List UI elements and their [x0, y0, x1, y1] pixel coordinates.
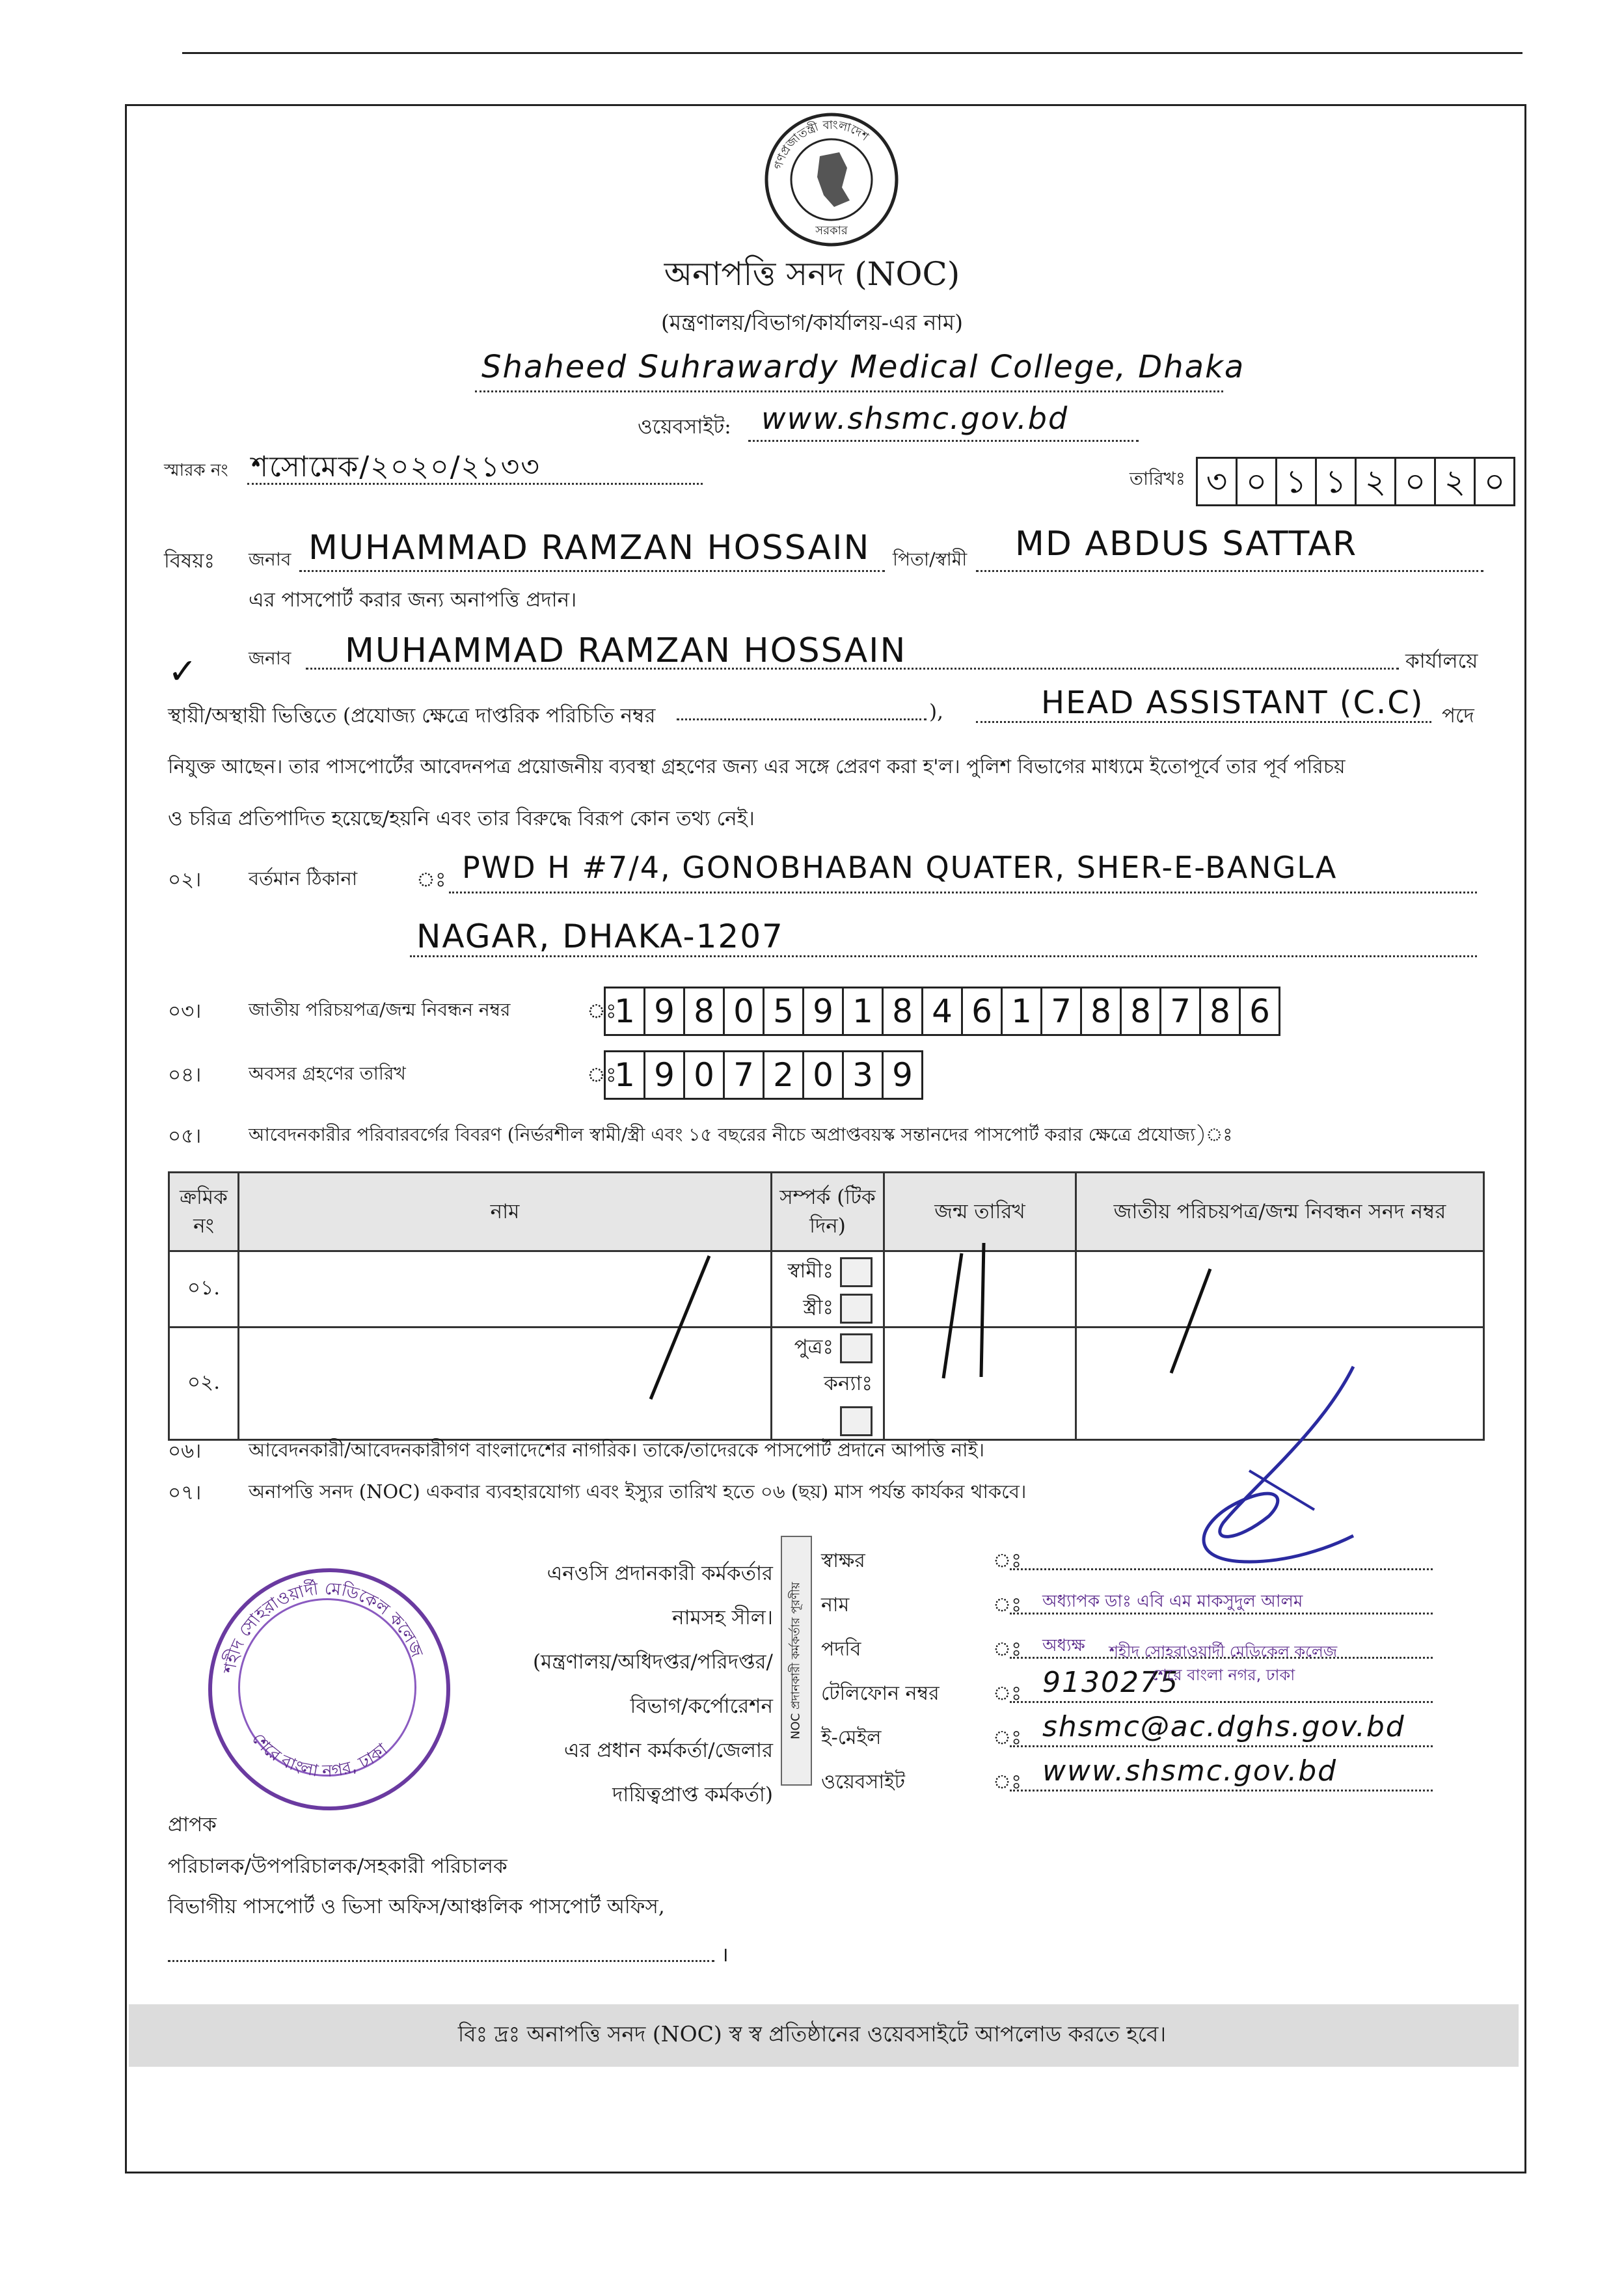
body-mr-label: জনাব: [249, 647, 291, 669]
body-line2a: স্থায়ী/অস্থায়ী ভিত্তিতে (প্রযোজ্য ক্ষেত্রে দাপ্তরিক পরিচিতি নম্বর: [168, 704, 656, 728]
retire-digit: 7: [725, 1052, 765, 1098]
row-serial: ০১.: [169, 1251, 239, 1328]
note06-text: আবেদনকারী/আবেদনকারীগণ বাংলাদেশের নাগরিক। তাকে/তাদেরকে পাসপোর্ট প্রদানে আপত্তি নাই।: [249, 1439, 985, 1461]
org-name: Shaheed Suhrawardy Medical College, Dhaka: [481, 349, 1245, 385]
item02-colon: ঃ: [416, 868, 446, 892]
date-digit: ০: [1396, 459, 1436, 504]
designation: HEAD ASSISTANT (C.C): [1041, 685, 1424, 721]
signatory-field-label: নাম: [821, 1594, 850, 1616]
header-name: নাম: [239, 1173, 772, 1251]
recipient-line2: বিভাগীয় পাসপোর্ট ও ভিসা অফিস/আঞ্চলিক পাসপোর্ট অফিস,: [168, 1895, 665, 1918]
signature: [1158, 1354, 1379, 1575]
signatory-field-label: স্বাক্ষর: [821, 1549, 865, 1572]
relation-label: পুত্রঃ: [794, 1335, 833, 1359]
item03-colon: ঃ: [587, 1000, 617, 1023]
row-serial: ০২.: [169, 1328, 239, 1440]
svg-text:গণপ্রজাতন্ত্রী বাংলাদেশ: গণপ্রজাতন্ত্রী বাংলাদেশ: [771, 118, 871, 171]
signatory-field-colon: ঃ: [993, 1726, 1022, 1749]
header-relation: সম্পর্ক (টিক দিন): [772, 1173, 884, 1251]
item04-colon: ঃ: [587, 1063, 617, 1087]
nid-digit: 8: [685, 988, 725, 1034]
website-label: ওয়েবসাইট:: [638, 415, 731, 439]
date-digit: ২: [1436, 459, 1476, 504]
body-line2b: ),: [929, 700, 943, 724]
ministry-label: (মন্ত্রণালয়/বিভাগ/কার্যালয়-এর নাম): [660, 310, 964, 335]
retire-digit: 9: [892, 1056, 913, 1094]
signatory-field-colon: ঃ: [993, 1549, 1022, 1572]
relation-label: স্বামীঃ: [787, 1259, 833, 1283]
signatory-left: [455, 1551, 773, 1817]
note06-num: ০৬।: [168, 1439, 202, 1463]
address-line1: PWD H #7/4, GONOBHABAN QUATER, SHER-E-BANGLA: [462, 850, 1338, 885]
nid-digit: 5: [765, 988, 804, 1034]
signatory-left-line: দায়িত্বপ্রাপ্ত কর্মকর্তা): [612, 1783, 773, 1806]
relation-label: স্ত্রীঃ: [803, 1296, 833, 1319]
nid-digit: 8: [1201, 988, 1241, 1034]
date-digit: ১: [1277, 459, 1317, 504]
nid-digit: 1: [1003, 988, 1042, 1034]
recipient-line3-end: ।: [721, 1943, 729, 1967]
signatory-field-label: ওয়েবসাইট: [821, 1771, 905, 1793]
date-label: তারিখঃ: [1130, 468, 1185, 489]
signatory-left-line: এর প্রধান কর্মকর্তা/জেলার: [563, 1739, 773, 1762]
nid-digit: 0: [725, 988, 765, 1034]
signatory-field-value: 9130275: [1042, 1666, 1179, 1699]
signatory-field-value: অধ্যাপক ডাঃ এবি এম মাকসুদুল আলম: [1042, 1592, 1303, 1611]
nid-digit: 7: [1161, 988, 1201, 1034]
signatory-field-colon: ঃ: [993, 1682, 1022, 1705]
note07-num: ০৭।: [168, 1481, 202, 1505]
retire-digit: 2: [765, 1052, 804, 1098]
signatory-field-colon: ঃ: [993, 1638, 1022, 1661]
memo-label: স্মারক নং: [164, 461, 228, 480]
item03-num: ০৩।: [168, 1000, 202, 1023]
office-label: কার্যালয়ে: [1405, 649, 1478, 673]
date-digit: ৩: [1198, 459, 1238, 504]
item04-num: ০৪।: [168, 1063, 202, 1087]
retire-digit: 9: [645, 1052, 685, 1098]
item03-label: জাতীয় পরিচয়পত্র/জন্ম নিবন্ধন নম্বর: [249, 999, 511, 1020]
relation-label: কন্যাঃ: [824, 1372, 873, 1395]
nid-digit: 6: [1249, 992, 1270, 1030]
retire-digit: 1: [606, 1052, 645, 1098]
signatory-field-colon: ঃ: [993, 1594, 1022, 1616]
father-name: MD ABDUS SATTAR: [1015, 524, 1358, 564]
nid-digit: 9: [804, 988, 844, 1034]
recipient-line1: পরিচালক/উপপরিচালক/সহকারী পরিচালক: [168, 1855, 508, 1878]
signatory-left-line: (মন্ত্রণালয়/অধিদপ্তর/পরিদপ্তর/: [533, 1650, 773, 1674]
signatory-field-colon: ঃ: [993, 1771, 1022, 1793]
nid-digit: 1: [606, 988, 645, 1034]
note07-text: অনাপত্তি সনদ (NOC) একবার ব্যবহারযোগ্য এবং ইস্যুর তারিখ হতে ০৬ (ছয়) মাস পর্যন্ত কার্যকর থাকবে।: [249, 1480, 1027, 1503]
signatory-left-line: বিভাগ/কর্পোরেশন: [630, 1695, 773, 1718]
footer-note: বিঃ দ্রঃ অনাপত্তি সনদ (NOC) স্ব স্ব প্রতিষ্ঠানের ওয়েবসাইটে আপলোড করতে হবে।: [457, 2021, 1167, 2047]
subject-label: বিষয়ঃ: [164, 549, 215, 573]
item02-num: ০২।: [168, 868, 202, 892]
signatory-left-line: নামসহ সীল।: [672, 1606, 773, 1629]
nid-digit: 4: [923, 988, 963, 1034]
body-line4: ও চরিত্র প্রতিপাদিত হয়েছে/হয়নি এবং তার বিরুদ্ধে বিরূপ কোন তথ্য নেই।: [168, 807, 755, 830]
signatory-field-value: www.shsmc.gov.bd: [1042, 1754, 1338, 1788]
check-mark: ✓: [168, 651, 199, 692]
nid-digit: 7: [1042, 988, 1082, 1034]
header-dob: জন্ম তারিখ: [884, 1173, 1076, 1251]
svg-text:শহীদ সোহরাওয়ার্দী মেডিকেল কলে: শহীদ সোহরাওয়ার্দী মেডিকেল কলেজ: [220, 1579, 427, 1675]
header-serial: ক্রমিক নং: [169, 1173, 239, 1251]
signatory-field-label: ই-মেইল: [821, 1726, 882, 1749]
signatory-field-value: অধ্যক্ষ: [1042, 1636, 1085, 1655]
body-line2c: পদে: [1442, 704, 1474, 728]
body-line3: নিযুক্ত আছেন। তার পাসপোর্টের আবেদনপত্র প্রয়োজনীয় ব্যবস্থা গ্রহণের জন্য এর সঙ্গে প্রেরণ করা হ'ল। পুলিশ বিভাগের মাধ্যমে ইতোপূর্বে তার পূর্ব পরিচয়: [168, 756, 1346, 778]
nid-digit: 1: [844, 988, 884, 1034]
nid-digit: 9: [645, 988, 685, 1034]
signatory-field-value: shsmc@ac.dghs.gov.bd: [1042, 1710, 1405, 1743]
header-nid: জাতীয় পরিচয়পত্র/জন্ম নিবন্ধন সনদ নম্বর: [1076, 1173, 1484, 1251]
item05-label: আবেদনকারীর পরিবারবর্গের বিবরণ (নির্ভরশীল স্বামী/স্ত্রী এবং ১৫ বছরের নীচে অপ্রাপ্তবয়স্ক সন্তানদের পাসপোর্ট করার ক্ষেত্রে প্রযোজ্য)ঃ: [249, 1124, 1233, 1145]
item04-label: অবসর গ্রহণের তারিখ: [249, 1063, 406, 1084]
vertical-note: NOC প্রদানকারী কর্মকর্তার পূরণীয়: [781, 1536, 812, 1786]
father-label: পিতা/স্বামী: [893, 549, 968, 570]
body-name: MUHAMMAD RAMZAN HOSSAIN: [345, 631, 907, 670]
signatory-field-label: পদবি: [821, 1638, 861, 1661]
item05-num: ০৫।: [168, 1124, 202, 1148]
page-title: অনাপত্তি সনদ (NOC): [664, 255, 960, 293]
retire-digit: 3: [844, 1052, 884, 1098]
name-stamp: শহীদ সোহরাওয়ার্দী মেডিকেল কলেজ শেরে বাংলা নগর, ঢাকা: [1109, 1642, 1338, 1684]
signatory-field-row: [821, 1754, 1472, 1801]
signatory-field-row: [821, 1710, 1472, 1757]
subject-line2: এর পাসপোর্ট করার জন্য অনাপত্তি প্রদান।: [249, 588, 577, 612]
signatory-field-label: টেলিফোন নম্বর: [821, 1682, 940, 1705]
mr-label: জনাব: [249, 549, 291, 570]
website-value: www.shsmc.gov.bd: [761, 401, 1069, 436]
nid-digit: 6: [963, 988, 1003, 1034]
date-digit: ০: [1483, 463, 1506, 500]
nid-digit: 8: [884, 988, 923, 1034]
date-digit: ২: [1357, 459, 1396, 504]
memo-value: শসোমেক/২০২০/২১৩৩: [251, 450, 541, 484]
svg-text:সরকার: সরকার: [815, 224, 848, 238]
retire-digit: 0: [804, 1052, 844, 1098]
item02-label: বর্তমান ঠিকানা: [249, 867, 358, 890]
applicant-name: MUHAMMAD RAMZAN HOSSAIN: [308, 528, 871, 567]
date-digit: ০: [1238, 459, 1277, 504]
signatory-left-line: এনওসি প্রদানকারী কর্মকর্তার: [547, 1562, 773, 1585]
office-seal: [208, 1568, 450, 1810]
svg-text:শেরে বাংলা নগর, ঢাকা: শেরে বাংলা নগর, ঢাকা: [248, 1729, 392, 1782]
recipient-label: প্রাপক: [168, 1813, 217, 1836]
nid-digit: 8: [1122, 988, 1161, 1034]
date-digit: ১: [1317, 459, 1357, 504]
nid-digit: 8: [1082, 988, 1122, 1034]
retire-digit: 0: [685, 1052, 725, 1098]
address-line2: NAGAR, DHAKA-1207: [416, 918, 784, 955]
